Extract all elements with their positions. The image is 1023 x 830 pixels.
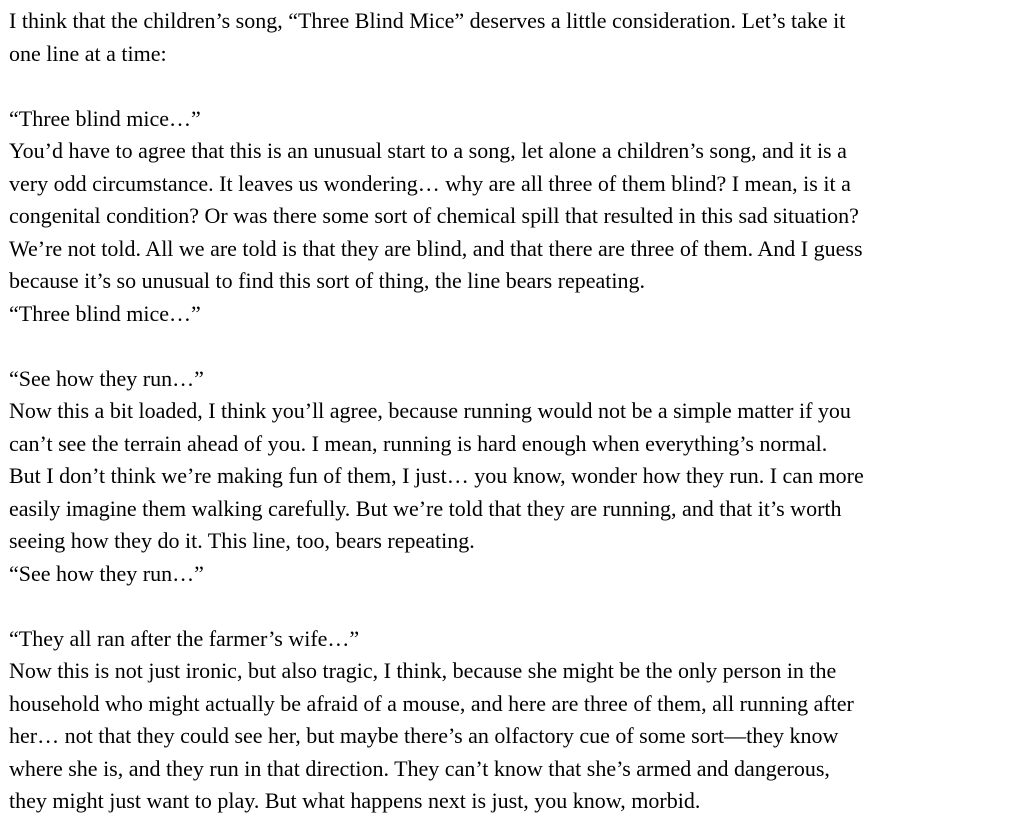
body-line: We’re not told. All we are told is that they are blind, and that there are three of them. And I guess [9,235,863,261]
body-line: where she is, and they run in that direction. They can’t know that she’s armed and dangerous, [9,755,830,781]
paragraph-gap [9,590,1014,623]
paragraph-gap [9,70,1014,103]
body-line: Now this is not just ironic, but also tragic, I think, because she might be the only person in the [9,658,837,683]
paragraph-gap [9,330,1014,363]
body-line: because it’s so unusual to find this sort of thing, the line bears repeating. [9,268,646,293]
body-line: Now this a bit loaded, I think you’ll agree, because running would not be a simple matter if you [9,398,851,423]
body-line: household who might actually be afraid of a mouse, and here are three of them, all running after [9,690,854,716]
body-line: But I don’t think we’re making fun of them, I just… you know, wonder how they run. I can more [9,463,864,488]
body-line: can’t see the terrain ahead of you. I mean, running is hard enough when everything’s normal. [9,430,828,456]
body-line: seeing how they do it. This line, too, bears repeating. [9,528,475,553]
song-quote: “Three blind mice…” [9,105,201,131]
body-line: congenital condition? Or was there some sort of chemical spill that resulted in this sad situation? [9,203,859,228]
body-line: You’d have to agree that this is an unusual start to a song, let alone a children’s song, and it is a [9,138,847,163]
song-quote: “They all ran after the farmer’s wife…” [9,625,360,651]
intro-line: I think that the children’s song, “Three Blind Mice” deserves a little consideration. Let’s take it [9,8,846,33]
body-line: very odd circumstance. It leaves us wondering… why are all three of them blind? I mean, is it a [9,170,851,196]
song-quote-repeat: “See how they run…” [9,560,204,586]
song-quote-repeat: “Three blind mice…” [9,300,201,326]
body-line: easily imagine them walking carefully. But we’re told that they are running, and that it’s worth [9,495,842,521]
intro-line: one line at a time: [9,40,167,66]
song-quote: “See how they run…” [9,365,204,391]
body-line: they might just want to play. But what happens next is just, you know, morbid. [9,788,701,813]
body-line: her… not that they could see her, but maybe there’s an olfactory cue of some sort—they know [9,723,839,748]
